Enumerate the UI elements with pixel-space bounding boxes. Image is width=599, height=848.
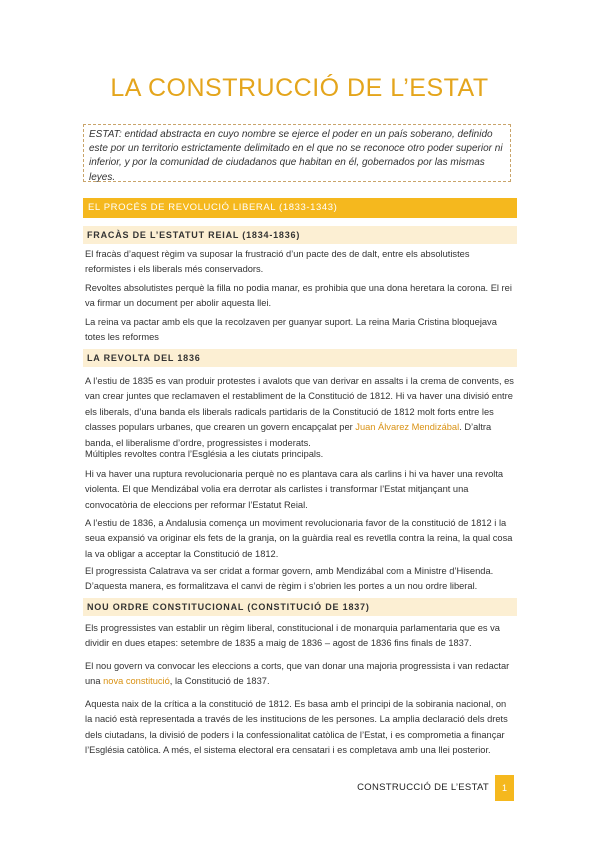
paragraph: Hi va haver una ruptura revolucionaria perquè no es plantava cara als carlins i hi va haver una revolta violenta. El que Mendizábal volia era derrotar als carlistes i transformar l’Estat mitjançant una convocatòria de eleccions per reformar l’Estatut Reial.: [85, 469, 504, 510]
page-number: 1: [495, 775, 514, 801]
definition-text: ESTAT: entidad abstracta en cuyo nombre se ejerce el poder en un país soberano, definido este por un territorio estrictamente delimitado en el que no se reconoce otro poder superior ni inferior, y por la comunidad de ciudadanos que habitan en él, gobernados por las mismas leyes.: [89, 129, 503, 183]
subsection-heading-estatut-reial: FRACÀS DE L’ESTATUT REIAL (1834-1836): [83, 226, 517, 244]
paragraph: El progressista Calatrava va ser cridat a formar govern, amb Mendizábal com a Ministre d’Hisenda. D’aquesta manera, es formalitzava el canvi de règim i s’obrien les portes a un nou ordre liberal.: [85, 566, 494, 592]
section-heading: EL PROCÉS DE REVOLUCIÓ LIBERAL (1833-1343): [83, 198, 517, 218]
paragraph: La reina va pactar amb els que la recolzaven per guanyar suport. La reina Maria Cristina bloquejava totes les reformes: [85, 317, 497, 343]
paragraph-text: A l’estiu de 1835 es van produir protestes i avalots que van derivar en assalts i la crema de convents, es van crear juntes que reclamaven el restabliment de la Constitució de 1812. Hi va haver una divisió entre els liberals, d’una banda els liberals radicals partidaris de la Constitució de 1812 molt forts entre les classes populars urbanes, que crearen un govern encapçalat per: [85, 376, 514, 433]
paragraph: Aquesta naix de la crítica a la constitució de 1812. Es basa amb el principi de la sobirania nacional, on la nació està representada a través de les institucions de les persones. La amplia declaració dels drets dels ciutadans, la divisió de poders i la confessionalitat catòlica de l’Estat, i es comprometia a finançar l’Església catòlica. A més, el sistema electoral era censatari i es completava amb una llei posterior.: [85, 699, 508, 756]
paragraph: Revoltes absolutistes perquè la filla no podia manar, es prohibia que una dona heretara la corona. El rei va firmar un document per abolir aquesta llei.: [85, 283, 512, 309]
paragraph: Els progressistes van establir un règim liberal, constitucional i de monarquia parlamentaria que es va dividir en dues etapes: setembre de 1835 a maig de 1836 – agost de 1836 fins finals de 1837.: [85, 623, 500, 649]
mendizabal-link[interactable]: Juan Álvarez Mendizábal: [355, 422, 460, 433]
subsection-heading-nou-ordre: NOU ORDRE CONSTITUCIONAL (CONSTITUCIÓ DE 1837): [83, 598, 517, 616]
paragraph: Múltiples revoltes contra l’Església a les ciutats principals.: [85, 449, 324, 459]
paragraph: [85, 374, 515, 451]
paragraph-text: El nou govern va convocar les eleccions a corts, que van donar una majoria progressista i van redactar una: [85, 661, 510, 687]
definition-box: [83, 124, 511, 182]
paragraph: A l’estiu de 1836, a Andalusia comença un moviment revolucionaria favor de la constitució de 1812 i la seua expansió va originar els fets de la granja, on la guàrdia real es revetlla contra la reina, la qual cosa la va obligar a acceptar la Constitució de 1812.: [85, 518, 513, 559]
paragraph: El fracàs d’aquest règim va suposar la frustració d’un pacte des de dalt, entre els absolutistes reformistes i els liberals més conservadors.: [85, 249, 470, 275]
subsection-heading-revolta-1836: LA REVOLTA DEL 1836: [83, 349, 517, 367]
nova-constitucio-link[interactable]: nova constitució: [103, 676, 170, 687]
footer-title: CONSTRUCCIÓ DE L’ESTAT: [357, 782, 489, 793]
document-title: LA CONSTRUCCIÓ DE L’ESTAT: [110, 74, 489, 102]
paragraph-text: . D’altra banda, el liberalisme d’ordre, progressistes i moderats.: [85, 422, 492, 448]
paragraph-text: , la Constitució de 1837.: [169, 676, 270, 687]
paragraph: [85, 659, 515, 690]
